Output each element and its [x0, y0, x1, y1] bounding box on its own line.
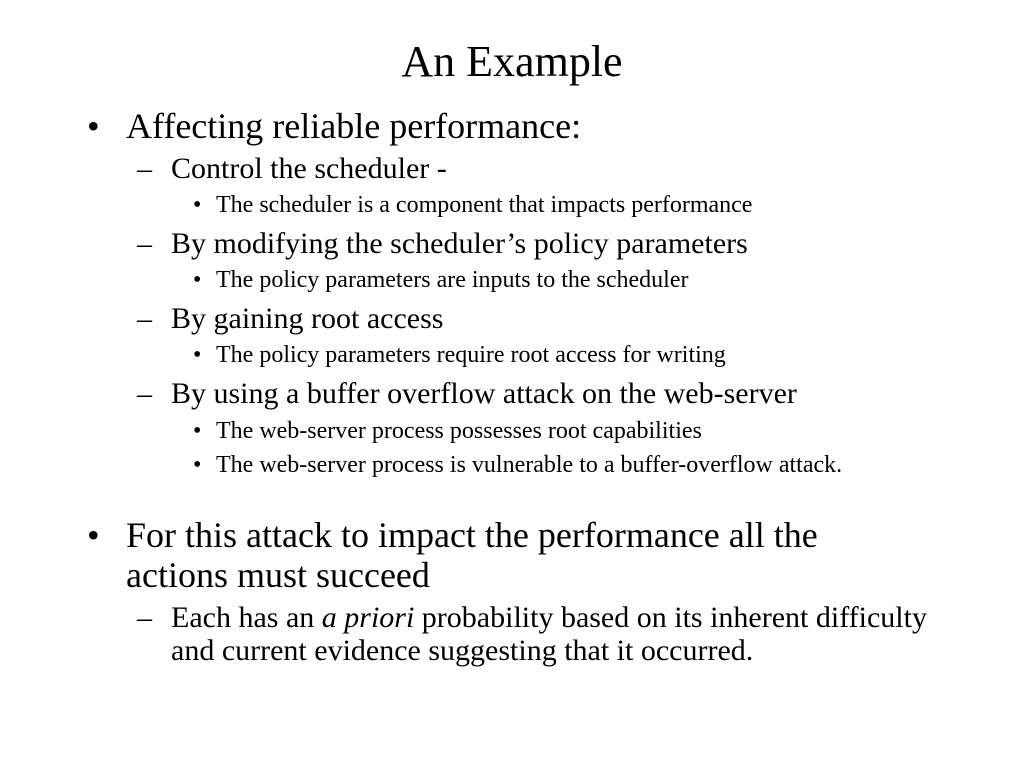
text-after-italic: probability based on its inherent difficulty and current evidence suggesting that it occurred. [171, 601, 927, 667]
note-text: The web-server process is vulnerable to a buffer-overflow attack. [216, 452, 843, 478]
bullet-mark: • [193, 418, 202, 444]
sub-bullet-modifying-policy [137, 227, 987, 260]
dash-mark: – [137, 601, 152, 634]
note-text: The policy parameters are inputs to the scheduler [216, 267, 689, 293]
bullet-mark: • [193, 452, 202, 478]
sub-bullet-text: Control the scheduler - [171, 152, 447, 185]
dash-mark: – [137, 227, 152, 260]
sub-bullet-control-scheduler [137, 152, 987, 185]
sub-bullet-buffer-overflow [137, 377, 987, 410]
note-text: The scheduler is a component that impacts performance [216, 192, 753, 218]
bullet-attack-impact [87, 515, 927, 595]
bullet-text: For this attack to impact the performance all the actions must succeed [126, 515, 818, 595]
note-vulnerable-overflow [193, 452, 893, 479]
dash-mark: – [137, 377, 152, 410]
bullet-mark: • [193, 267, 202, 293]
sub-bullet-root-access [137, 302, 987, 335]
bullet-affecting-performance [87, 106, 987, 146]
slide-title: An Example [401, 37, 623, 86]
note-text: The web-server process possesses root capabilities [216, 418, 702, 444]
bullet-mark: • [87, 106, 100, 146]
bullet-mark: • [193, 192, 202, 218]
sub-bullet-text: By using a buffer overflow attack on the web-server [171, 377, 797, 410]
sub-bullet-a-priori [137, 601, 927, 667]
note-policy-inputs [193, 267, 893, 294]
text-before-italic: Each has an [171, 601, 322, 634]
sub-bullet-text: By gaining root access [171, 302, 444, 335]
note-text: The policy parameters require root access for writing [216, 342, 726, 368]
dash-mark: – [137, 302, 152, 335]
note-root-capabilities [193, 418, 893, 445]
bullet-mark: • [87, 515, 100, 555]
note-scheduler-component [193, 192, 893, 219]
italic-phrase: a priori [321, 601, 415, 634]
note-root-access-writing [193, 342, 893, 369]
sub-bullet-text: By modifying the scheduler’s policy parameters [171, 227, 748, 260]
dash-mark: – [137, 152, 152, 185]
sub-bullet-text [171, 601, 927, 667]
bullet-mark: • [193, 342, 202, 368]
bullet-text: Affecting reliable performance: [126, 106, 582, 146]
